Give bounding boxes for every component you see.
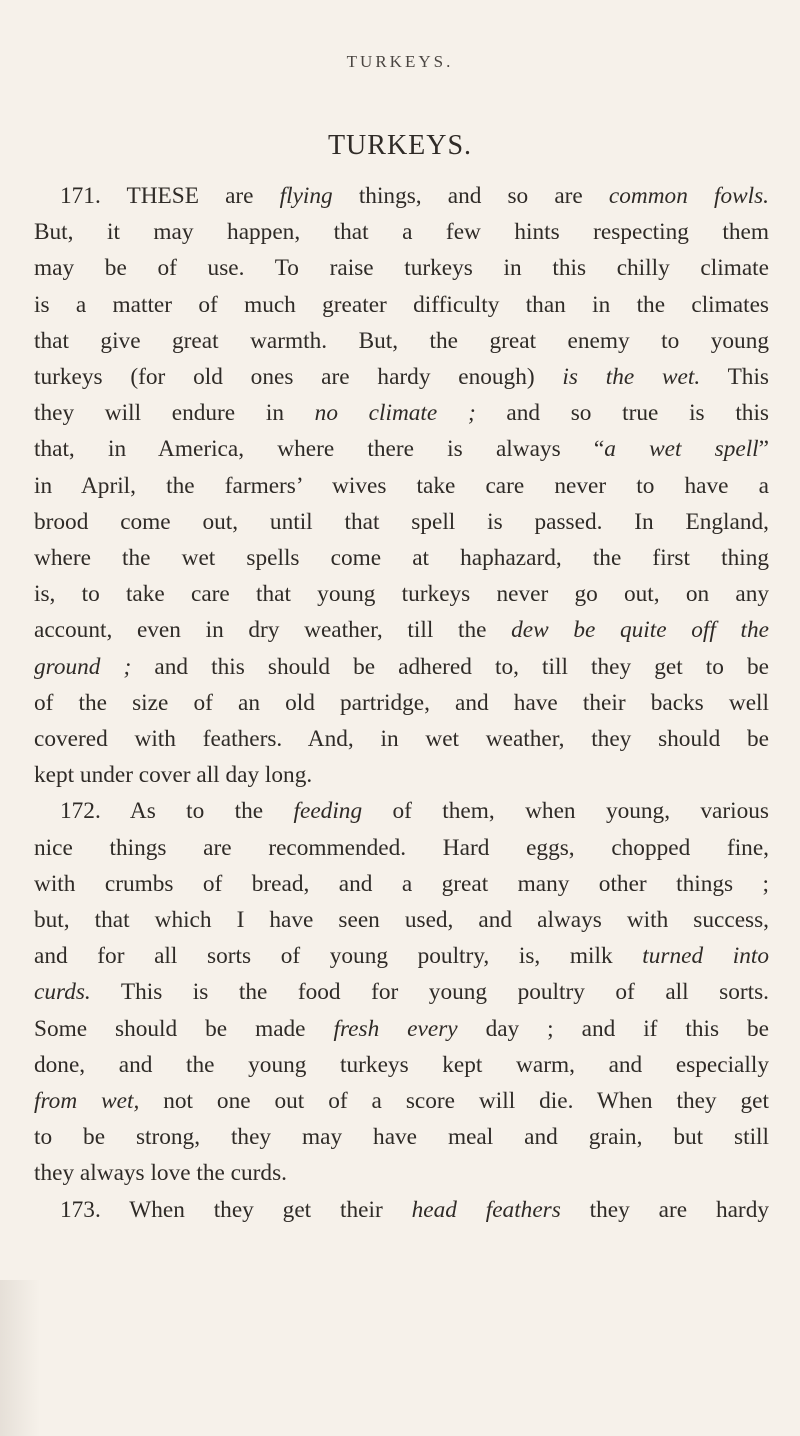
text-line [34,359,769,395]
text-segment: of them, when young, various [362,798,769,825]
text-line [34,1155,769,1191]
text-segment: covered with feathers. And, in wet weather, they should be [34,726,769,753]
text-segment: done, and the young turkeys kept warm, and especially [34,1051,769,1078]
text-line [34,974,769,1010]
text-segment: nice things are recommended. Hard eggs, chopped fine, [34,834,769,861]
text-segment: and for all sorts of young poultry, is, milk [34,943,643,970]
text-segment: and this should be adhered to, till they get to be [131,653,769,680]
text-segment: they always love the curds. [34,1160,287,1187]
italic-text: flying [279,183,333,209]
text-segment: may be of use. To raise turkeys in this chilly climate [34,255,769,282]
text-segment: This is the food for young poultry of all sorts. [90,979,769,1006]
text-line [34,250,769,286]
text-line [34,757,769,793]
text-line [34,1192,769,1228]
text-segment: of the size of an old partridge, and have their backs well [34,689,769,716]
text-line [34,685,769,721]
text-segment: they are hardy [560,1196,769,1223]
text-segment: that give great warmth. But, the great enemy to young [34,327,769,354]
text-segment: This [700,364,769,391]
text-line [34,504,769,540]
page-title: TURKEYS. [327,130,473,161]
text-line [34,721,769,757]
text-segment: is a matter of much greater difficulty than in the climates [34,291,769,318]
text-line [34,830,769,866]
text-segment: 171. THESE are [60,183,280,209]
text-segment: in April, the farmers’ wives take care never to have a [34,472,769,499]
italic-text: dew be quite off the [511,617,770,644]
text-segment: but, that which I have seen used, and always with success, [34,907,769,934]
text-segment: account, even in dry weather, till the [34,617,512,644]
text-segment: to be strong, they may have meal and grain, but still [34,1124,769,1151]
text-line [34,649,769,685]
text-segment: 173. When they get their [60,1196,412,1223]
text-line [34,576,769,612]
italic-text: turned into [642,943,769,970]
italic-text: a wet spell [604,436,759,463]
text-segment: that, in America, where there is always “ [34,436,605,463]
italic-text: no climate ; [314,400,476,427]
text-segment: and so true is this [475,400,769,427]
text-segment: kept under cover all day long. [34,762,313,789]
text-segment: brood come out, until that spell is passed. In England, [34,508,769,535]
text-line [34,1047,769,1083]
text-segment: is, to take care that young turkeys never go out, on any [34,581,769,608]
text-line [34,214,769,250]
text-line [34,866,769,902]
italic-text: common fowls. [608,183,769,209]
text-segment: day ; and if this be [457,1015,769,1042]
text-segment: where the wet spells come at haphazard, the first thing [34,545,769,572]
text-segment: things, and so are [332,183,609,209]
text-line [34,1083,769,1119]
italic-text: ground ; [34,653,132,680]
text-line [34,793,769,829]
text-segment: they will endure in [34,400,315,427]
text-line [34,612,769,648]
margin-stain [0,1280,40,1436]
text-line [34,395,769,431]
italic-text: is the wet. [562,364,701,391]
italic-text: head feathers [411,1196,561,1223]
text-segment: with crumbs of bread, and a great many other things ; [34,870,769,897]
text-segment: not one out of a score will die. When they get [139,1088,769,1115]
italic-text: fresh every [333,1015,458,1042]
text-line [34,178,769,214]
text-line [34,323,769,359]
text-segment: 172. As to the [60,798,294,825]
text-line [34,902,769,938]
text-line [34,540,769,576]
text-segment: But, it may happen, that a few hints respecting them [34,219,769,246]
text-line [34,1011,769,1047]
italic-text: curds. [34,979,91,1006]
text-line [34,431,769,467]
text-segment: Some should be made [34,1015,334,1042]
text-line [34,287,769,323]
italic-text: from wet, [34,1088,140,1115]
italic-text: feeding [293,798,363,825]
text-line [34,468,769,504]
text-line [34,938,769,974]
running-head: TURKEYS. [346,52,454,71]
text-segment: ” [758,436,769,463]
body-text [34,178,769,1228]
text-segment: turkeys (for old ones are hardy enough) [34,364,563,391]
text-line [34,1119,769,1155]
